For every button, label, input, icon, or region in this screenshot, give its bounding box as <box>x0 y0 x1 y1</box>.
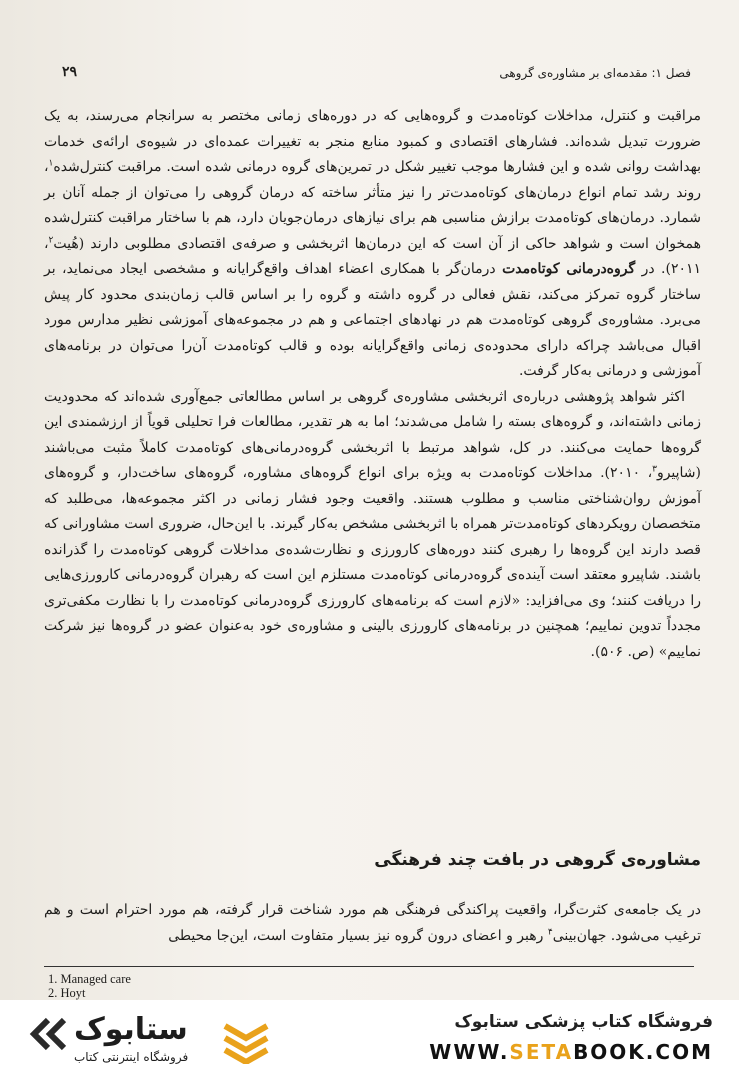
running-header <box>40 62 699 88</box>
footnote-ref-1: ۱ <box>48 158 54 169</box>
text-run: رهبر و اعضای درون گروه نیز بسیار متفاوت است، این‌جا محیطی <box>168 927 548 944</box>
footnote-ref-4: ۴ <box>547 926 553 937</box>
text-run: اکثر شواهد پژوهشی درباره‌ی اثربخشی مشاوره‌ی گروهی بر اساس مطالعاتی جمع‌آوری شده‌اند که محدودیت زمانی داشته‌اند، و گروه‌های بسته را شامل می‌شدند؛ اما به هر تقدیر، مطالعات فرا تحلیلی قویاً از ارزشمندی این گروه‌ها حمایت می‌کنند. در کل، شواهد مرتبط با اثربخشی گروه‌درمانی‌های کوتاه‌مدت کاملاً مثبت می‌باشند (شاپیرو <box>44 388 702 481</box>
chapter-title: فصل ۱: مقدمه‌ای بر مشاوره‌ی گروهی <box>499 66 691 80</box>
paragraph-3 <box>44 898 701 949</box>
store-url[interactable] <box>429 1040 713 1064</box>
bold-term: گروه‌درمانی کوتاه‌مدت <box>502 261 636 277</box>
text-run: مراقبت و کنترل، مداخلات کوتاه‌مدت و گروه‌هایی که در دوره‌های زمانی مختصر به سرانجام می‌رسند، به یک ضرورت تبدیل شده‌اند. فشارهای اقتصادی و کمبود منابع منجر به تغییرات عمده‌ای در شیوه‌ی ارائه‌ی خدمات بهداشت روانی شده و این فشارها موجب تغییر شکل در تمرین‌های گروه درمانی شده است. مراقبت کنترل‌شده <box>44 108 701 175</box>
footnote-1: 1. Managed care <box>48 972 131 986</box>
text-run: در یک جامعه‌ی کثرت‌گرا، واقعیت پراکندگی فرهنگی هم مورد شناخت قرار گرفته، هم مورد احترام است و هم ترغیب می‌شود. جهان‌بینی <box>44 902 701 944</box>
logo-text: ستابوک <box>74 1012 188 1047</box>
url-suffix: BOOK.COM <box>573 1040 713 1064</box>
logo-subtext: فروشگاه اینترنتی کتاب <box>74 1050 189 1064</box>
text-run: ، روند رشد تمام انواع درمان‌های کوتاه‌مدت‌تر را نیز متأثر ساخته که درمان گروهی را می‌توان از جمله آنان بر شمارد. درمان‌های کوتاه‌مدت برازش مناسبی هم برای نیازهای درمان‌جویان دارد، هم با ساختار مراقبت کنترل‌شده همخوان است و شواهد حاکی از آن است که این درمان‌ها اثربخشی و صرفه‌ی اقتصادی مطلوبی دارند (هُیت <box>44 159 701 252</box>
text-run: درمان‌گر با همکاری اعضاء اهداف واقع‌گرایانه و مشخصی ایجاد می‌نماید، بر ساختار گروه تمرکز می‌کند، نقش فعالی در گروه داشته و گروه را بر اساس قالب زمان‌بندی محدود کار پیش می‌برد. مشاوره‌ی گروهی کوتاه‌مدت هم در نهادهای اجتماعی و هم در مجموعه‌های آموزشی نظیر مدارس مورد اقبال می‌باشد چراکه دارای محدوده‌ی زمانی واقع‌گرایانه بوده و قالب کوتاه‌مدت آن‌را می‌توان در برنامه‌های آموزشی و درمانی به‌کار گرفت. <box>44 261 701 379</box>
section-heading: مشاوره‌ی گروهی در بافت چند فرهنگی <box>374 850 701 870</box>
footnote-2: 2. Hoyt <box>48 986 86 1000</box>
footnote-ref-2: ۲ <box>48 234 54 245</box>
store-banner <box>0 1000 739 1080</box>
url-highlight: SETA <box>509 1040 574 1064</box>
text-run: ، ۲۰۱۰). مداخلات کوتاه‌مدت به ویژه برای انواع گروه‌های مشاوره، گروه‌های ساخت‌دار، و گروه‌های آموزش روان‌شناختی مناسب و مطلوب هستند. واقعیت وجود فشار زمانی در اکثر مجموعه‌ها، می‌طلبد که متخصصان رویکردهای کوتاه‌مدت‌تر همراه با اثربخشی مشخص به‌کار گیرند. با این‌حال، ضروری است مشاورانی که قصد دارند این گروه‌ها را رهبری کنند دوره‌های کارورزی و نظارت‌شده‌ی مداخلات گروهی کوتاه‌مدت را گذرانده باشند. شاپیرو معتقد است آینده‌ی گروه‌درمانی کوتاه‌مدت مستلزم این است که رهبران گروه‌درمانی کارورزی‌هایی را دریافت کنند؛ وی می‌افزاید: «لازم است که برنامه‌های کارورزی گروه‌درمانی کوتاه‌مدت را با نظارت مکفی‌تری مجدداً تدوین نماییم؛ همچنین در برنامه‌های کارورزی بالینی و مشاوره‌ی خود به‌عنوان عضو در گروه‌ها نیز شرکت نماییم» (ص. ۵۰۶). <box>44 465 701 660</box>
page-number: ۲۹ <box>62 64 78 80</box>
footnote-ref-3: ۳ <box>652 464 657 475</box>
text-run: ، ۲۰۱۱). در <box>44 235 702 277</box>
chevron-left-icon <box>26 1014 70 1054</box>
store-name: فروشگاه کتاب پزشکی ستابوک <box>454 1012 713 1032</box>
footnotes <box>48 972 131 1000</box>
paragraph-2 <box>44 385 701 666</box>
paragraph-1 <box>44 104 701 385</box>
store-logo[interactable] <box>26 1010 276 1070</box>
main-text <box>44 104 701 665</box>
url-prefix: WWW. <box>429 1040 510 1064</box>
store-info <box>429 1012 713 1064</box>
book-stack-icon <box>221 1020 271 1064</box>
footnote-divider <box>44 966 694 967</box>
